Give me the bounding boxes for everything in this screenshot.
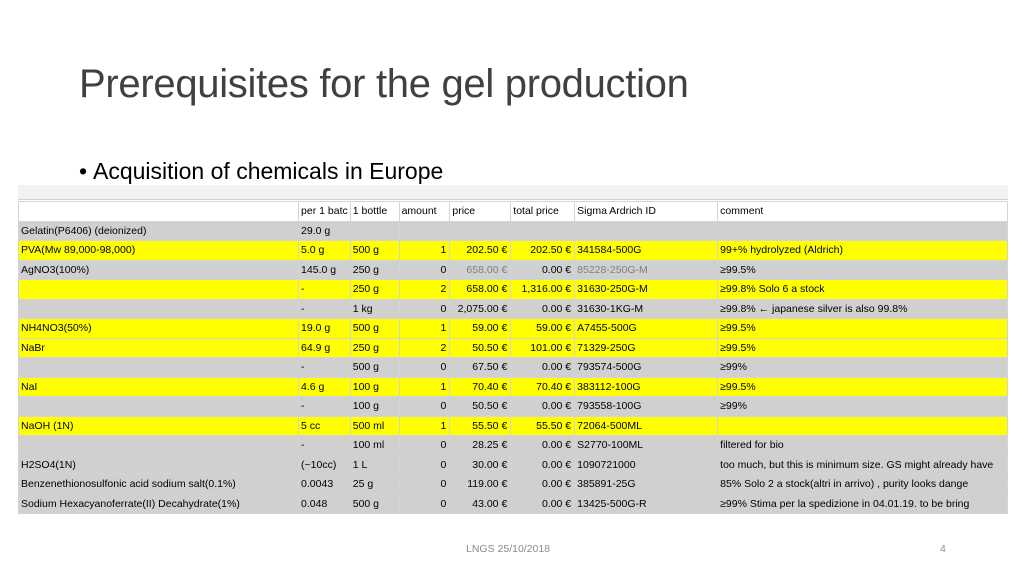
table-cell: 4.6 g — [299, 377, 351, 397]
table-cell: 1 kg — [350, 299, 399, 319]
table-cell: filtered for bio — [718, 436, 1008, 456]
table-cell: 85228-250G-M — [575, 260, 718, 280]
table-row — [19, 494, 1008, 514]
table-cell — [19, 358, 299, 378]
table-cell: 13425-500G-R — [575, 494, 718, 514]
table-cell: 25 g — [350, 475, 399, 495]
table-cell: (~10cc) — [299, 455, 351, 475]
table-row — [19, 338, 1008, 358]
table-cell: 0.048 — [299, 494, 351, 514]
table-cell — [19, 280, 299, 300]
table-cell — [718, 416, 1008, 436]
table-cell: ≥99% Stima per la spedizione in 04.01.19. to be bring — [718, 494, 1008, 514]
table-row — [19, 436, 1008, 456]
table-cell: 202.50 € — [450, 241, 511, 261]
table-row — [19, 221, 1008, 241]
table-cell: 793558-100G — [575, 397, 718, 417]
table-cell: ≥99.5% — [718, 260, 1008, 280]
table-cell: 99+% hydrolyzed (Aldrich) — [718, 241, 1008, 261]
footer-date: LNGS 25/10/2018 — [466, 543, 551, 555]
table-cell: A7455-500G — [575, 319, 718, 339]
table-cell: NaI — [19, 377, 299, 397]
table-cell: 59.00 € — [450, 319, 511, 339]
table-cell: NH4NO3(50%) — [19, 319, 299, 339]
table-cell: - — [299, 280, 351, 300]
table-cell: 250 g — [350, 280, 399, 300]
table-cell: 658.00 € — [450, 260, 511, 280]
table-cell: 29.0 g — [299, 221, 351, 241]
table-cell: 70.40 € — [511, 377, 575, 397]
table-cell: 30.00 € — [450, 455, 511, 475]
table-cell: 59.00 € — [511, 319, 575, 339]
table-cell: 31630-250G-M — [575, 280, 718, 300]
table-cell: 793574-500G — [575, 358, 718, 378]
table-cell: 0 — [399, 358, 450, 378]
table-cell: 101.00 € — [511, 338, 575, 358]
table-cell: 1090721000 — [575, 455, 718, 475]
table-row — [19, 319, 1008, 339]
header-cell — [19, 202, 299, 222]
table-cell: 67.50 € — [450, 358, 511, 378]
table-cell: ≥99.5% — [718, 338, 1008, 358]
table-cell: 55.50 € — [450, 416, 511, 436]
table-cell: 2,075.00 € — [450, 299, 511, 319]
table-cell: ≥99% — [718, 358, 1008, 378]
table-cell: 100 g — [350, 377, 399, 397]
table-cell — [575, 221, 718, 241]
table-cell: 0.00 € — [511, 260, 575, 280]
table-header-row — [19, 202, 1008, 222]
table-row — [19, 299, 1008, 319]
table-cell: 0 — [399, 494, 450, 514]
table-row — [19, 241, 1008, 261]
table-cell: 0.00 € — [511, 455, 575, 475]
table-cell — [350, 221, 399, 241]
table-cell — [718, 221, 1008, 241]
table-cell: ≥99.5% — [718, 377, 1008, 397]
table-cell: 0 — [399, 455, 450, 475]
table-cell: 85% Solo 2 a stock(altri in arrivo) , purity looks dange — [718, 475, 1008, 495]
table-cell: NaBr — [19, 338, 299, 358]
table-cell: 383112-100G — [575, 377, 718, 397]
table-cell: 385891-25G — [575, 475, 718, 495]
table-cell: Benzenethionosulfonic acid sodium salt(0.1%) — [19, 475, 299, 495]
table-cell: - — [299, 436, 351, 456]
table-cell: - — [299, 358, 351, 378]
table-cell: NaOH (1N) — [19, 416, 299, 436]
chemicals-table — [18, 201, 1008, 514]
header-cell: total price — [511, 202, 575, 222]
table-cell: 43.00 € — [450, 494, 511, 514]
table-cell: 71329-250G — [575, 338, 718, 358]
table-cell: PVA(Mw 89,000-98,000) — [19, 241, 299, 261]
table-row — [19, 280, 1008, 300]
table-cell: H2SO4(1N) — [19, 455, 299, 475]
page-number: 4 — [940, 543, 946, 555]
table-cell: 0.0043 — [299, 475, 351, 495]
header-cell: Sigma Ardrich ID — [575, 202, 718, 222]
table-cell: AgNO3(100%) — [19, 260, 299, 280]
table-row — [19, 377, 1008, 397]
table-cell: 28.25 € — [450, 436, 511, 456]
table-cell: 1 L — [350, 455, 399, 475]
table-cell: 72064-500ML — [575, 416, 718, 436]
table-cell: 1 — [399, 416, 450, 436]
table-cell: 0.00 € — [511, 475, 575, 495]
table-cell: 250 g — [350, 260, 399, 280]
table-cell: 500 ml — [350, 416, 399, 436]
table-cell — [19, 397, 299, 417]
table-cell: 658.00 € — [450, 280, 511, 300]
table-cell: 2 — [399, 280, 450, 300]
bullet-item — [79, 158, 443, 185]
table-row — [19, 455, 1008, 475]
table-cell: 0 — [399, 475, 450, 495]
table-cell: 1 — [399, 319, 450, 339]
table-cell: 0.00 € — [511, 299, 575, 319]
table-cell: ≥99.5% — [718, 319, 1008, 339]
table-cell: 500 g — [350, 358, 399, 378]
table-cell: 2 — [399, 338, 450, 358]
table-row — [19, 416, 1008, 436]
header-cell: comment — [718, 202, 1008, 222]
table-cell: 0 — [399, 260, 450, 280]
slide-title: Prerequisites for the gel production — [79, 62, 689, 106]
table-cell: 250 g — [350, 338, 399, 358]
table-cell: 0.00 € — [511, 358, 575, 378]
table-cell: 0.00 € — [511, 397, 575, 417]
spreadsheet-image — [18, 185, 1008, 515]
table-cell: 119.00 € — [450, 475, 511, 495]
table-cell: 0 — [399, 299, 450, 319]
table-cell — [399, 221, 450, 241]
bullet-text: Acquisition of chemicals in Europe — [93, 158, 444, 184]
table-cell — [19, 436, 299, 456]
table-cell: 31630-1KG-M — [575, 299, 718, 319]
table-cell: 500 g — [350, 241, 399, 261]
table-cell: 100 g — [350, 397, 399, 417]
table-cell: 50.50 € — [450, 397, 511, 417]
table-row — [19, 397, 1008, 417]
table-cell: 145.0 g — [299, 260, 351, 280]
table-cell: - — [299, 397, 351, 417]
table-row — [19, 475, 1008, 495]
table-cell: 1 — [399, 377, 450, 397]
table-cell: 19.0 g — [299, 319, 351, 339]
table-cell: - — [299, 299, 351, 319]
table-cell: 0.00 € — [511, 436, 575, 456]
table-cell: 55.50 € — [511, 416, 575, 436]
table-cell: 50.50 € — [450, 338, 511, 358]
table-cell: 1,316.00 € — [511, 280, 575, 300]
table-cell: too much, but this is minimum size. GS might already have — [718, 455, 1008, 475]
table-cell: 5 cc — [299, 416, 351, 436]
table-cell: 500 g — [350, 494, 399, 514]
table-cell: Sodium Hexacyanoferrate(II) Decahydrate(1%) — [19, 494, 299, 514]
table-cell: ≥99.8% ← japanese silver is also 99.8% — [718, 299, 1008, 319]
table-row — [19, 260, 1008, 280]
table-cell: 0.00 € — [511, 494, 575, 514]
table-cell: 202.50 € — [511, 241, 575, 261]
table-cell: Gelatin(P6406) (deionized) — [19, 221, 299, 241]
table-cell: 0 — [399, 436, 450, 456]
table-cell: 0 — [399, 397, 450, 417]
table-row — [19, 358, 1008, 378]
table-cell: 341584-500G — [575, 241, 718, 261]
header-cell: amount — [399, 202, 450, 222]
cropped-header-strip — [18, 185, 1008, 200]
bullet-dot: • — [79, 158, 88, 184]
table-cell: 500 g — [350, 319, 399, 339]
header-cell: price — [450, 202, 511, 222]
table-cell — [511, 221, 575, 241]
table-cell: ≥99% — [718, 397, 1008, 417]
table-cell — [19, 299, 299, 319]
header-cell: 1 bottle — [350, 202, 399, 222]
table-cell — [450, 221, 511, 241]
table-cell: 64.9 g — [299, 338, 351, 358]
table-cell: 70.40 € — [450, 377, 511, 397]
header-cell: per 1 batc — [299, 202, 351, 222]
table-cell: S2770-100ML — [575, 436, 718, 456]
table-cell: 1 — [399, 241, 450, 261]
table-cell: 100 ml — [350, 436, 399, 456]
table-cell: 5.0 g — [299, 241, 351, 261]
table-cell: ≥99.8% Solo 6 a stock — [718, 280, 1008, 300]
